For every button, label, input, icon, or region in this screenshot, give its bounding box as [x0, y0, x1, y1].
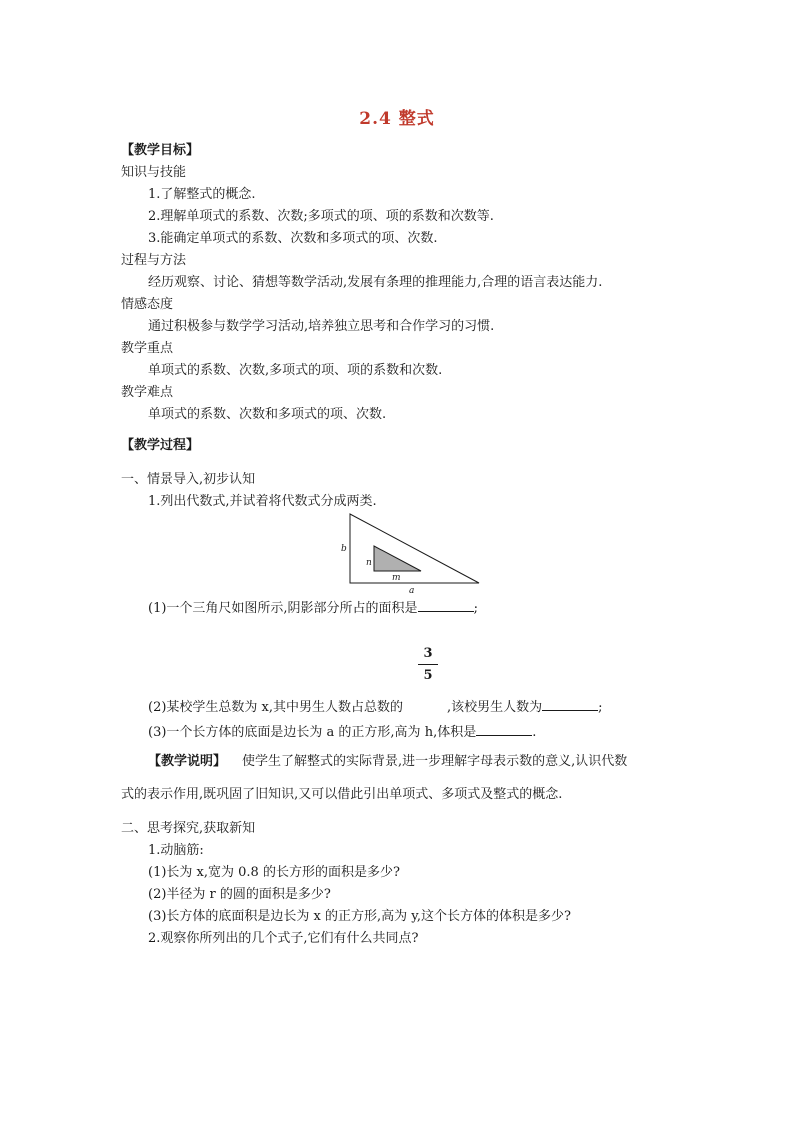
part-3-end: .: [532, 725, 537, 740]
key-point-text: 单项式的系数、次数,多项式的项、项的系数和次数.: [148, 363, 443, 378]
section-1-part-1: [148, 598, 478, 617]
teaching-note-text-1: 使学生了解整式的实际背景,进一步理解字母表示数的意义,认识代数: [242, 754, 628, 769]
label-b: b: [341, 544, 347, 554]
teaching-note-label: 【教学说明】: [148, 754, 227, 769]
knowledge-item-2: 2.理解单项式的系数、次数;多项式的项、项的系数和次数等.: [148, 209, 494, 224]
section-1-heading: 一、情景导入,初步认知: [121, 472, 256, 487]
label-a: a: [409, 586, 415, 596]
part-1-text: (1)一个三角尺如图所示,阴影部分所占的面积是: [148, 601, 418, 616]
knowledge-item-3: 3.能确定单项式的系数、次数和多项式的项、次数.: [148, 231, 438, 246]
outer-triangle: [350, 514, 479, 583]
page-title: 2.4 整式: [359, 109, 435, 129]
fraction-denominator: 5: [423, 668, 433, 683]
section-1-question-1: 1.列出代数式,并试着将代数式分成两类.: [148, 494, 377, 509]
fraction-three-fifths: [418, 646, 438, 683]
section-2-question-1: 1.动脑筋:: [148, 843, 204, 858]
process-method-heading: 过程与方法: [121, 253, 187, 268]
process-heading: 【教学过程】: [121, 438, 200, 453]
section-2-question-1-part-1: (1)长为 x,宽为 0.8 的长方形的面积是多少?: [148, 865, 400, 880]
part-3-text: (3)一个长方体的底面是边长为 a 的正方形,高为 h,体积是: [148, 725, 477, 740]
fraction-numerator: 3: [423, 646, 433, 661]
answer-blank-1[interactable]: [418, 598, 474, 612]
attitude-heading: 情感态度: [121, 297, 174, 312]
part-2-end: ;: [598, 700, 603, 715]
label-m: m: [392, 573, 401, 583]
section-2-question-1-part-3: (3)长方体的底面积是边长为 x 的正方形,高为 y,这个长方体的体积是多少?: [148, 909, 571, 924]
section-2-question-1-part-2: (2)半径为 r 的圆的面积是多少?: [148, 887, 331, 902]
process-method-text: 经历观察、讨论、猜想等数学活动,发展有条理的推理能力,合理的语言表达能力.: [148, 275, 603, 290]
difficulty-text: 单项式的系数、次数和多项式的项、次数.: [148, 407, 387, 422]
part-2-text-a: (2)某校学生总数为 x,其中男生人数占总数的: [148, 700, 404, 715]
knowledge-heading: 知识与技能: [121, 165, 187, 180]
teaching-note-line-1: [148, 754, 627, 770]
section-1-part-3: [148, 722, 536, 741]
teaching-note-line-2: 式的表示作用,既巩固了旧知识,又可以借此引出单项式、多项式及整式的概念.: [121, 787, 563, 802]
attitude-text: 通过积极参与数学学习活动,培养独立思考和合作学习的习惯.: [148, 319, 495, 334]
answer-blank-2[interactable]: [542, 697, 598, 711]
knowledge-item-1: 1.了解整式的概念.: [148, 187, 256, 202]
label-n: n: [366, 558, 372, 568]
section-2-question-2: 2.观察你所列出的几个式子,它们有什么共同点?: [148, 931, 419, 946]
part-1-end: ;: [473, 601, 478, 616]
key-point-heading: 教学重点: [121, 341, 174, 356]
part-2-text-b: ,该校男生人数为: [447, 700, 543, 715]
answer-blank-3[interactable]: [476, 722, 532, 736]
fraction-bar: [418, 664, 438, 665]
section-1-part-2: [148, 697, 603, 716]
difficulty-heading: 教学难点: [121, 385, 174, 400]
triangle-figure: [336, 510, 486, 596]
shaded-triangle: [374, 546, 421, 571]
section-2-heading: 二、思考探究,获取新知: [121, 821, 256, 836]
goals-heading: 【教学目标】: [121, 143, 200, 158]
